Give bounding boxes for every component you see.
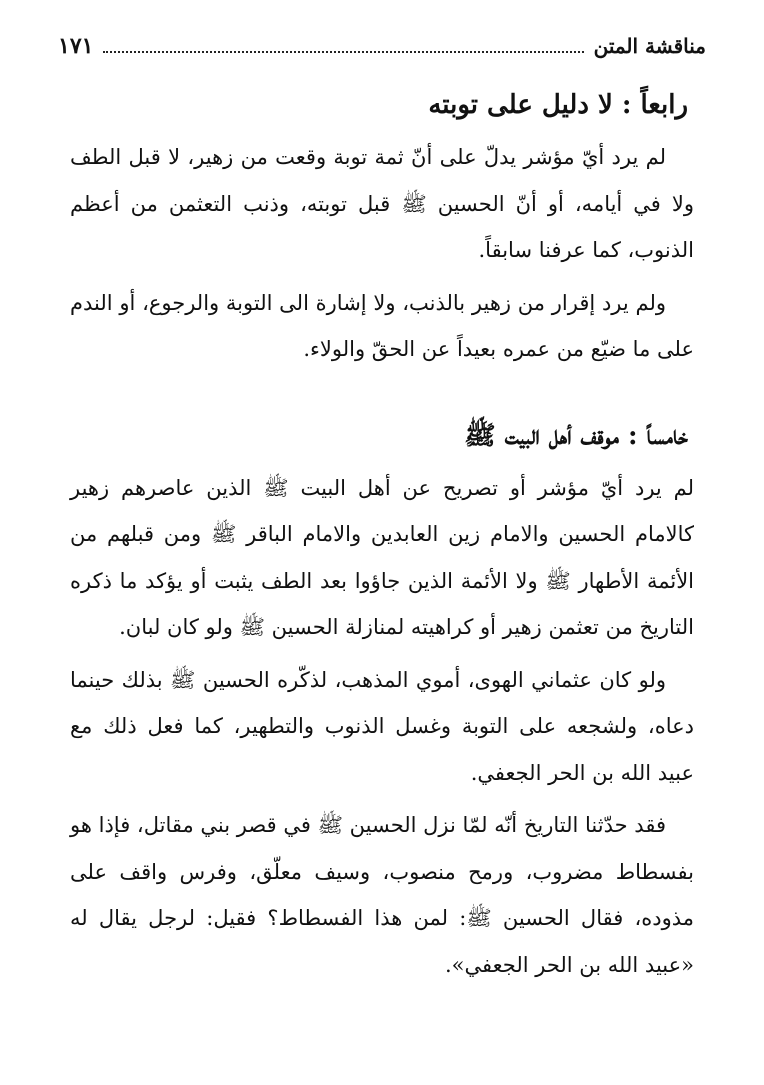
dotted-leader xyxy=(103,51,583,53)
paragraph: لم يرد أيّ مؤشر أو تصريح عن أهل البيت ﷺ الذين عاصرهم زهير كالامام الحسين والامام زين العابدين والامام الباقر ﷺ ومن قبلهم من الأئمة الأطهار ﷺ ولا الأئمة الذين جاؤوا بعد الطف يثبت أو يؤكد ما ذكره التاريخ من تعثمن زهير أو كراهيته لمنازلة الحسين ﷺ ولو كان لبان. xyxy=(70,475,694,639)
section-spacer xyxy=(70,379,694,413)
paragraph: ولم يرد إقرار من زهير بالذنب، ولا إشارة الى التوبة والرجوع، أو الندم على ما ضيّع من عمره بعيداً عن الحقّ والولاء. xyxy=(70,290,694,361)
paragraph: ولو كان عثماني الهوى، أموي المذهب، لذكّره الحسين ﷺ بذلك حينما دعاه، ولشجعه على التوبة وغسل الذنوب والتطهير، كما فعل ذلك مع عبيد الله بن الحر الجعفي. xyxy=(70,667,694,785)
running-header xyxy=(58,26,706,66)
running-title: مناقشة المتن xyxy=(593,34,706,58)
page-body xyxy=(70,82,694,1065)
page-number: ١٧١ xyxy=(58,33,94,59)
section-heading-5: خامساً : موقف أهل البيت ﷺ xyxy=(464,420,688,451)
section-heading-4: رابعاً : لا دليل على توبته xyxy=(428,90,688,120)
paragraph: فقد حدّثنا التاريخ أنّه لمّا نزل الحسين ﷺ في قصر بني مقاتل، فإذا هو بفسطاط مضروب، ورمح منصوب، وسيف معلّق، وفرس واقف على مذوده، فقال الحسين ﷺ: لمن هذا الفسطاط؟ فقيل: لرجل يقال له «عبيد الله بن الحر الجعفي». xyxy=(70,813,694,977)
paragraph: لم يرد أيّ مؤشر يدلّ على أنّ ثمة توبة وقعت من زهير، لا قبل الطف ولا في أيامه، أو أنّ الحسين ﷺ قبل توبته، وذنب التعثمن من أعظم الذنوب، كما عرفنا سابقاً. xyxy=(70,145,694,262)
